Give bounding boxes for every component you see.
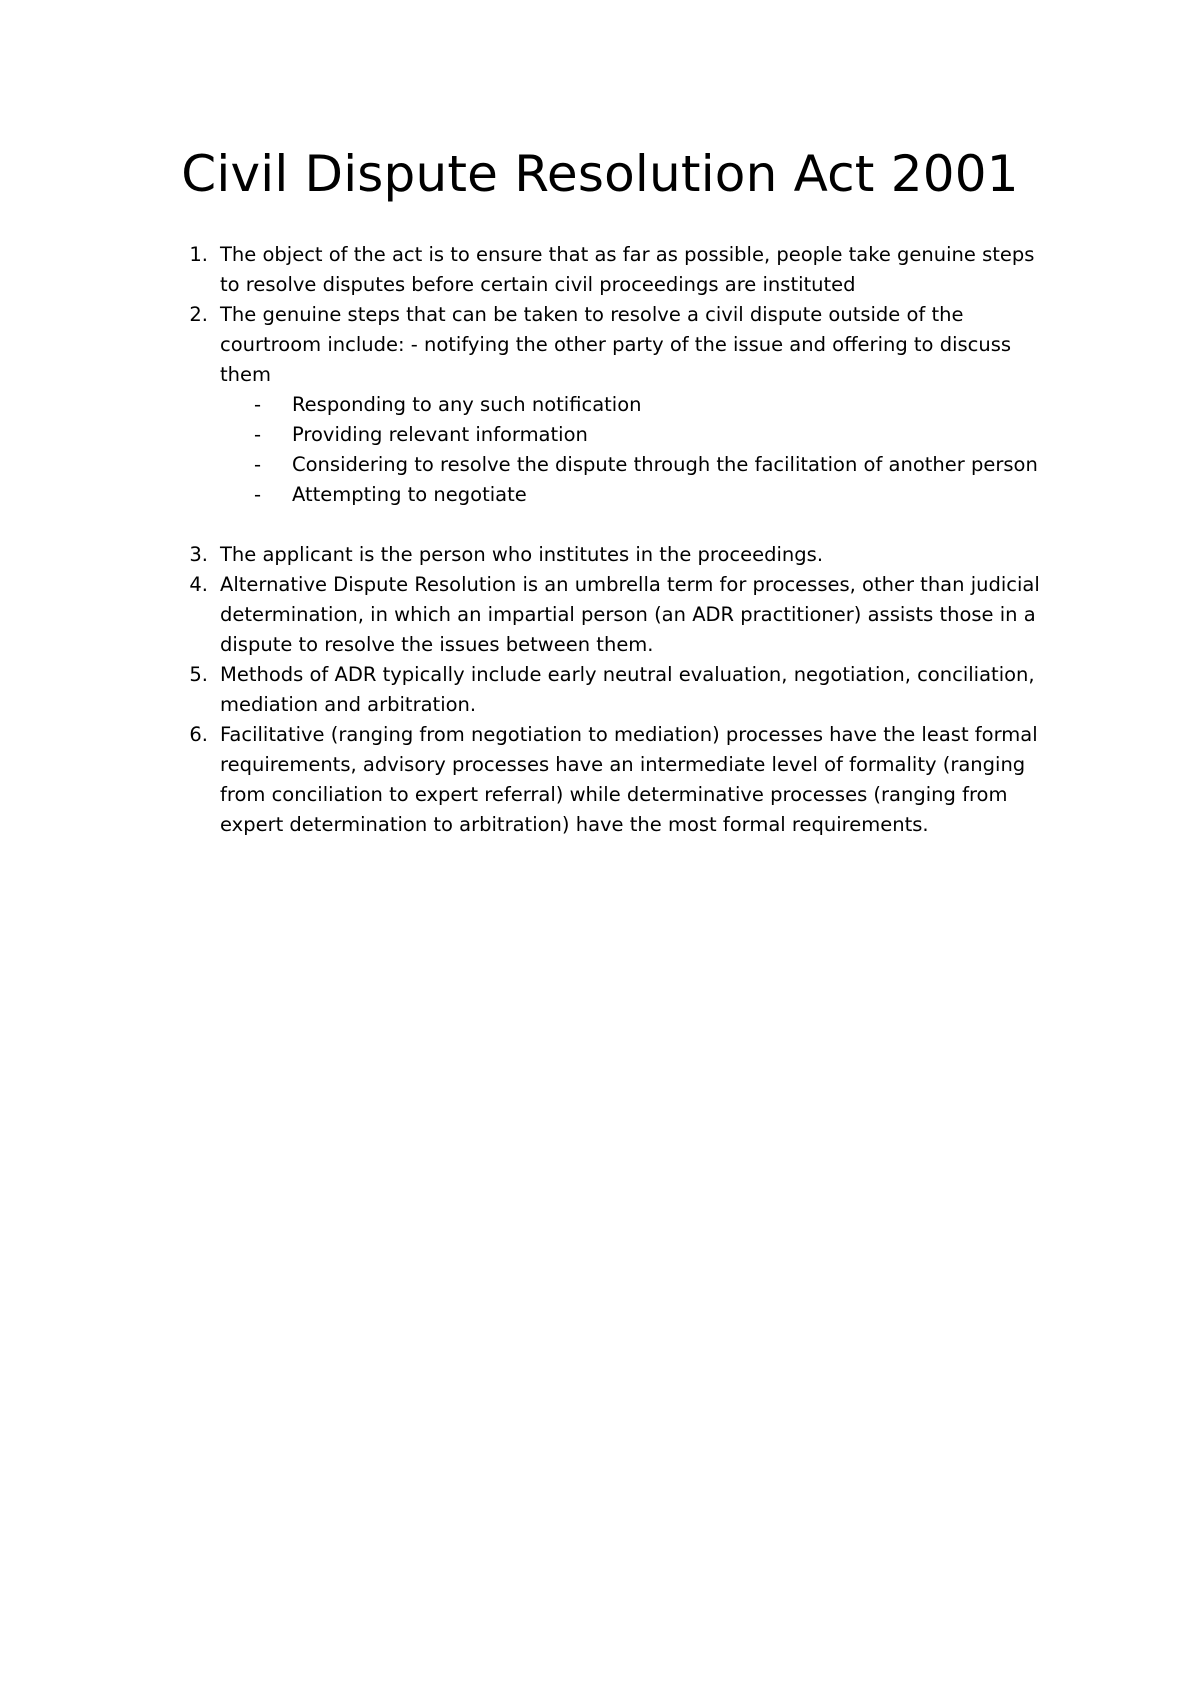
dash-bullet: - bbox=[254, 483, 262, 506]
list-item-number: 5. bbox=[189, 663, 208, 686]
document-title: Civil Dispute Resolution Act 2001 bbox=[181, 145, 1019, 203]
list-item-number: 2. bbox=[189, 303, 208, 326]
dash-bullet: - bbox=[254, 453, 262, 476]
list-item bbox=[180, 570, 1060, 660]
dash-bullet: - bbox=[254, 393, 262, 416]
list-item-text: Facilitative (ranging from negotiation to mediation) processes have the least formal requirements, advisory processes have an intermediate level of formality (ranging from conciliation to expert referral) while determinative processes (ranging from expert determination to arbitration) have the most formal requirements. bbox=[220, 723, 1038, 836]
list-item bbox=[180, 720, 1060, 840]
numbered-list bbox=[180, 240, 1060, 840]
sublist-item-text: Providing relevant information bbox=[292, 423, 588, 446]
sublist-item bbox=[220, 450, 1060, 480]
list-item bbox=[180, 540, 1060, 570]
sublist-item bbox=[220, 420, 1060, 450]
sublist-item-text: Considering to resolve the dispute through the facilitation of another person bbox=[292, 453, 1038, 476]
list-item-text: The applicant is the person who institutes in the proceedings. bbox=[220, 543, 824, 566]
list-item bbox=[180, 300, 1060, 540]
sublist-item-text: Attempting to negotiate bbox=[292, 483, 527, 506]
sublist-item bbox=[220, 480, 1060, 510]
list-item-number: 1. bbox=[189, 243, 208, 266]
list-item-text: Methods of ADR typically include early neutral evaluation, negotiation, conciliation, mediation and arbitration. bbox=[220, 663, 1035, 716]
list-item-number: 6. bbox=[189, 723, 208, 746]
sublist-item-text: Responding to any such notification bbox=[292, 393, 642, 416]
list-item-text: Alternative Dispute Resolution is an umbrella term for processes, other than judicial determination, in which an impartial person (an ADR practitioner) assists those in a dispute to resolve the issues between them. bbox=[220, 573, 1040, 656]
dash-bullet: - bbox=[254, 423, 262, 446]
list-item-text: The object of the act is to ensure that as far as possible, people take genuine steps to resolve disputes before certain civil proceedings are instituted bbox=[220, 243, 1035, 296]
document-body bbox=[180, 240, 1060, 840]
paragraph-spacer bbox=[220, 510, 1060, 540]
list-item-number: 3. bbox=[189, 543, 208, 566]
list-item-text: The genuine steps that can be taken to resolve a civil dispute outside of the courtroom include: - notifying the other party of the issue and offering to discuss them bbox=[220, 303, 1012, 386]
list-item-number: 4. bbox=[189, 573, 208, 596]
list-item bbox=[180, 660, 1060, 720]
list-item bbox=[180, 240, 1060, 300]
dash-sublist bbox=[220, 390, 1060, 510]
sublist-item bbox=[220, 390, 1060, 420]
